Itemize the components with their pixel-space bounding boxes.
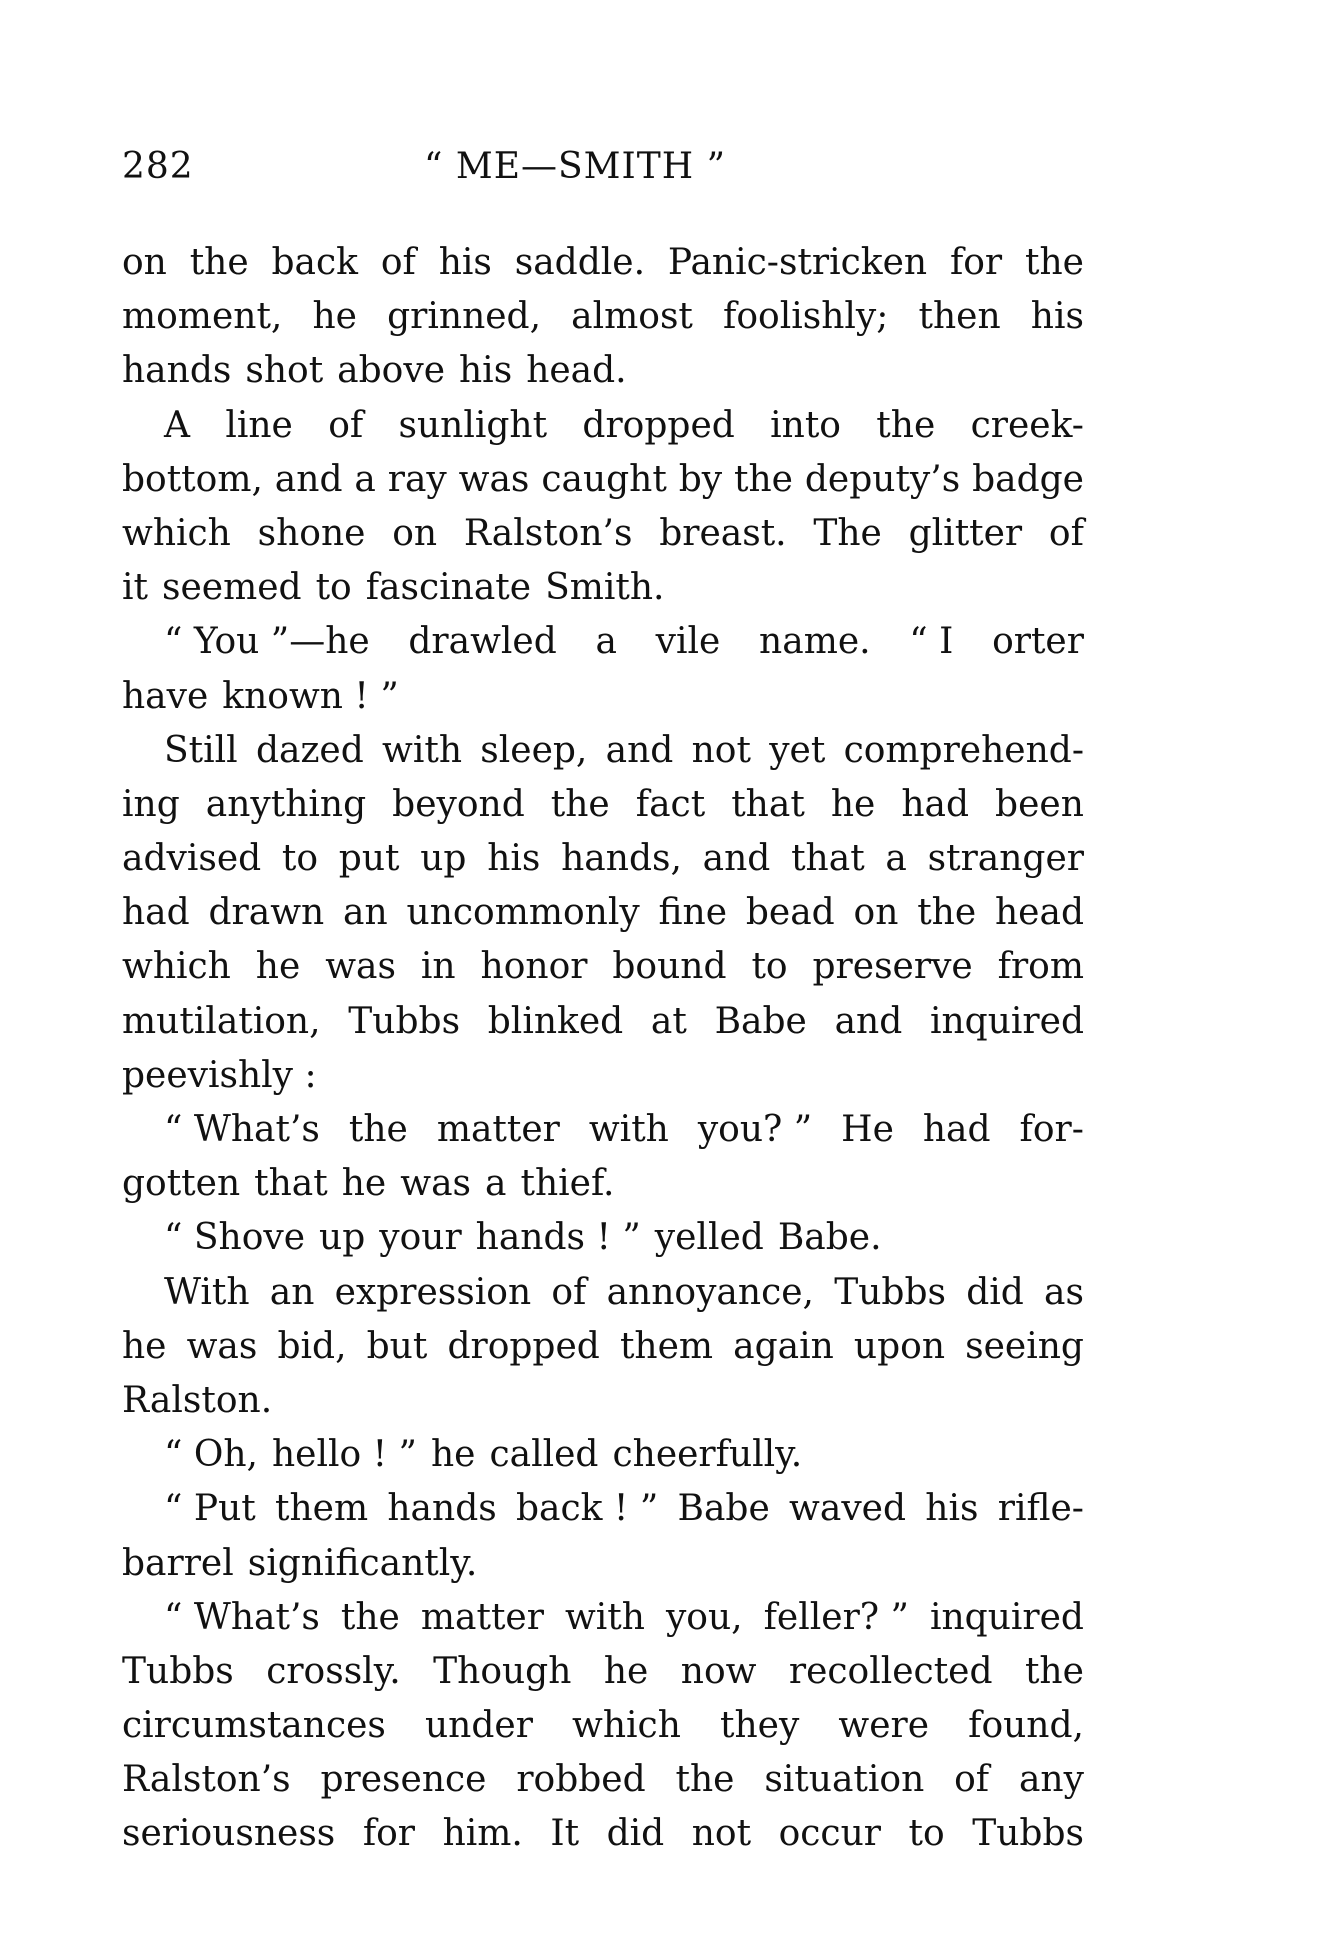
word: up (319, 1217, 366, 1259)
word: and (834, 1000, 903, 1042)
word: circumstances (122, 1705, 386, 1747)
word: Babe (677, 1488, 770, 1530)
word: you? ” (697, 1109, 813, 1150)
word: bead (745, 892, 835, 934)
text-line (122, 399, 1084, 453)
word: occur (778, 1813, 881, 1855)
word: was (325, 946, 396, 988)
word: back (271, 242, 358, 283)
word: found, (968, 1705, 1084, 1747)
word: beyond (392, 783, 525, 825)
word: them (275, 1488, 369, 1530)
word: the (189, 242, 249, 283)
page-number: 282 (122, 146, 194, 187)
word: badge (972, 458, 1084, 500)
word: which (122, 946, 231, 988)
word: saddle. (514, 242, 646, 283)
word: his (1030, 296, 1084, 338)
text-line (122, 1807, 1084, 1861)
word: drawn (208, 892, 325, 934)
text-line (122, 832, 1084, 886)
word: deputy’s (804, 458, 961, 500)
word: “ Shove (164, 1217, 306, 1259)
text-line (122, 886, 1084, 940)
page-header (122, 140, 1084, 194)
word: an (269, 1271, 315, 1313)
text-line (122, 561, 1084, 615)
word: seriousness (122, 1813, 336, 1855)
word: the (876, 404, 936, 446)
word: gotten (122, 1163, 241, 1205)
word: a (595, 621, 617, 663)
word: foolishly; (723, 296, 889, 338)
word: thief. (520, 1163, 615, 1205)
word: and (605, 729, 674, 771)
word: significantly. (247, 1542, 478, 1584)
word: that (731, 783, 805, 825)
word: his (459, 350, 513, 392)
word: grinned, (387, 296, 542, 338)
word: fascinate (365, 567, 532, 609)
word: the (734, 458, 793, 500)
word: sunlight (398, 404, 548, 446)
word: presence (320, 1759, 487, 1801)
word: Smith. (545, 567, 665, 609)
word: crossly. (266, 1650, 401, 1692)
word: Ralston. (122, 1379, 273, 1421)
word: yet (769, 729, 826, 771)
word: Tubbs (972, 1813, 1084, 1855)
word: shot (245, 350, 324, 392)
word: that (254, 1163, 328, 1205)
word: the (1025, 242, 1084, 283)
word: stranger (927, 838, 1084, 880)
word: head (994, 892, 1084, 934)
word: ray (387, 458, 447, 500)
word: Babe (714, 1000, 807, 1042)
word: hands (387, 1488, 497, 1530)
text-line (122, 1266, 1084, 1320)
word: expression (334, 1271, 532, 1313)
text-line (122, 1753, 1084, 1807)
word: him. (442, 1813, 523, 1855)
word: had (922, 1109, 991, 1150)
word: “ Oh, (164, 1434, 258, 1476)
word: he (312, 296, 357, 338)
text-line (122, 1428, 1084, 1482)
word: with (382, 729, 463, 771)
word: Ralston’s (463, 512, 633, 554)
word: on (392, 512, 438, 554)
word: did (966, 1271, 1024, 1313)
word: dazed (255, 729, 364, 771)
word: the (550, 783, 610, 825)
word: the (340, 1596, 400, 1638)
word: The (813, 512, 882, 554)
word: hello ! ” (272, 1434, 417, 1476)
word: It (550, 1813, 580, 1855)
text-line (122, 1374, 1084, 1428)
word: moment, (122, 296, 283, 338)
text-line (122, 1157, 1084, 1211)
word: had (901, 783, 970, 825)
running-title: “ ME—SMITH ” (424, 146, 726, 187)
word: glitter (908, 512, 1023, 554)
word: did (606, 1813, 665, 1855)
word: were (838, 1705, 930, 1747)
word: was (186, 1325, 258, 1367)
word: he (830, 783, 876, 825)
word: of (954, 1759, 990, 1801)
word: his (925, 1488, 979, 1530)
word: preserve (812, 946, 973, 988)
text-line (122, 1699, 1084, 1753)
word: “ Put (164, 1488, 256, 1530)
text-line (122, 1103, 1084, 1157)
word: under (425, 1705, 533, 1747)
word: dropped (582, 404, 735, 446)
word: breast. (659, 512, 787, 554)
word: situation (764, 1759, 925, 1801)
word: annoyance, (606, 1271, 814, 1313)
word: for (362, 1813, 416, 1855)
word: drawled (408, 621, 557, 663)
text-line (122, 778, 1084, 832)
word: but (366, 1325, 428, 1367)
word: anything (205, 783, 367, 825)
word: put (338, 838, 400, 880)
word: called (489, 1434, 599, 1476)
word: the (1024, 1650, 1084, 1692)
word: for (949, 242, 1003, 283)
word: ing (122, 783, 180, 825)
word: now (680, 1650, 757, 1692)
word: waved (789, 1488, 907, 1530)
word: uncommonly (406, 892, 640, 934)
word: a (354, 458, 376, 500)
word: inquired (929, 1000, 1084, 1042)
word: Panic-stricken (667, 242, 928, 283)
word: advised (122, 838, 262, 880)
word: he (255, 946, 301, 988)
word: in (420, 946, 456, 988)
word: head. (526, 350, 627, 392)
word: that (791, 838, 865, 880)
word: mutilation, (122, 1000, 321, 1042)
word: as (1044, 1271, 1084, 1313)
word: was (400, 1163, 472, 1205)
word: you, (665, 1596, 743, 1638)
word: Tubbs (122, 1650, 234, 1692)
word: robbed (516, 1759, 646, 1801)
word: he (603, 1650, 649, 1692)
word: not (691, 1813, 752, 1855)
word: which (572, 1705, 681, 1747)
word: your (379, 1217, 462, 1259)
text-line (122, 724, 1084, 778)
word: the (348, 1109, 408, 1150)
word: into (770, 404, 841, 446)
word: seemed (161, 567, 302, 609)
word: almost (571, 296, 693, 338)
word: honor (480, 946, 588, 988)
word: matter (420, 1596, 544, 1638)
word: cheerfully. (612, 1434, 803, 1476)
word: matter (436, 1109, 560, 1150)
word: “ What’s (164, 1109, 320, 1150)
text-line (122, 1320, 1084, 1374)
word: then (918, 296, 1001, 338)
word: been (995, 783, 1084, 825)
word: not (691, 729, 751, 771)
word: He (841, 1109, 894, 1150)
word: hands, (561, 838, 682, 880)
word: had (122, 892, 190, 934)
word: vile (655, 621, 721, 663)
text-line (122, 1591, 1084, 1645)
word: his (487, 838, 541, 880)
body-text (122, 236, 1084, 1862)
word: “ What’s (164, 1596, 320, 1638)
word: the (917, 892, 977, 934)
word: an (343, 892, 388, 934)
word: “ I (909, 621, 954, 663)
text-line (122, 507, 1084, 561)
word: with (588, 1109, 669, 1150)
word: Babe. (777, 1217, 882, 1259)
word: and (274, 458, 343, 500)
word: was (458, 458, 530, 500)
word: peevishly : (122, 1054, 317, 1096)
text-line (122, 940, 1084, 994)
word: have (122, 675, 209, 717)
text-line (122, 1537, 1084, 1591)
text-line (122, 1211, 1084, 1265)
word: above (337, 350, 445, 392)
word: “ You ”—he (164, 621, 370, 663)
word: at (650, 1000, 687, 1042)
word: he (341, 1163, 387, 1205)
word: Though (433, 1650, 572, 1692)
word: Tubbs (834, 1271, 946, 1313)
word: blinked (487, 1000, 624, 1042)
text-line (122, 615, 1084, 669)
word: which (122, 512, 231, 554)
word: they (720, 1705, 800, 1747)
word: to (315, 567, 352, 609)
word: on (122, 242, 167, 283)
word: hands ! ” (475, 1217, 641, 1259)
word: for- (1019, 1109, 1084, 1150)
word: fine (658, 892, 728, 934)
word: bottom, (122, 458, 263, 500)
word: seeing (965, 1325, 1084, 1367)
word: Still (164, 729, 238, 771)
word: fact (635, 783, 706, 825)
word: feller? ” (763, 1596, 909, 1638)
word: again (733, 1325, 834, 1367)
word: and (702, 838, 771, 880)
word: of (551, 1271, 587, 1313)
word: A (164, 404, 190, 446)
word: back ! ” (515, 1488, 659, 1530)
word: he (430, 1434, 476, 1476)
word: bound (612, 946, 727, 988)
word: comprehend- (843, 729, 1084, 771)
word: name. (759, 621, 871, 663)
word: up (420, 838, 467, 880)
word: inquired (929, 1596, 1084, 1638)
word: of (1048, 512, 1084, 554)
text-line (122, 453, 1084, 507)
word: on (853, 892, 899, 934)
text-line (122, 995, 1084, 1049)
word: hands (122, 350, 232, 392)
text-line (122, 1049, 1084, 1103)
word: Tubbs (348, 1000, 461, 1042)
word: bid, (277, 1325, 347, 1367)
text-line (122, 344, 1084, 398)
word: dropped (447, 1325, 600, 1367)
word: orter (992, 621, 1084, 663)
word: them (619, 1325, 714, 1367)
word: barrel (122, 1542, 234, 1584)
word: with (564, 1596, 645, 1638)
word: by (678, 458, 723, 500)
text-line (122, 1645, 1084, 1699)
word: he (122, 1325, 167, 1367)
word: to (908, 1813, 945, 1855)
text-line (122, 236, 1084, 290)
word: caught (541, 458, 667, 500)
word: recollected (788, 1650, 993, 1692)
word: from (997, 946, 1084, 988)
word: sleep, (480, 729, 588, 771)
text-line (122, 670, 1084, 724)
word: With (164, 1271, 250, 1313)
word: upon (853, 1325, 946, 1367)
word: a (885, 838, 907, 880)
word: shone (257, 512, 366, 554)
text-line (122, 290, 1084, 344)
word: to (281, 838, 319, 880)
word: it (122, 567, 148, 609)
word: a (485, 1163, 507, 1205)
word: Ralston’s (122, 1759, 291, 1801)
word: known ! ” (222, 675, 399, 717)
word: creek- (970, 404, 1084, 446)
word: of (328, 404, 364, 446)
word: of (380, 242, 416, 283)
text-line (122, 1482, 1084, 1536)
word: to (751, 946, 788, 988)
word: line (225, 404, 293, 446)
word: the (675, 1759, 735, 1801)
word: his (438, 242, 492, 283)
word: rifle- (997, 1488, 1084, 1530)
word: yelled (654, 1217, 764, 1259)
word: any (1018, 1759, 1084, 1801)
